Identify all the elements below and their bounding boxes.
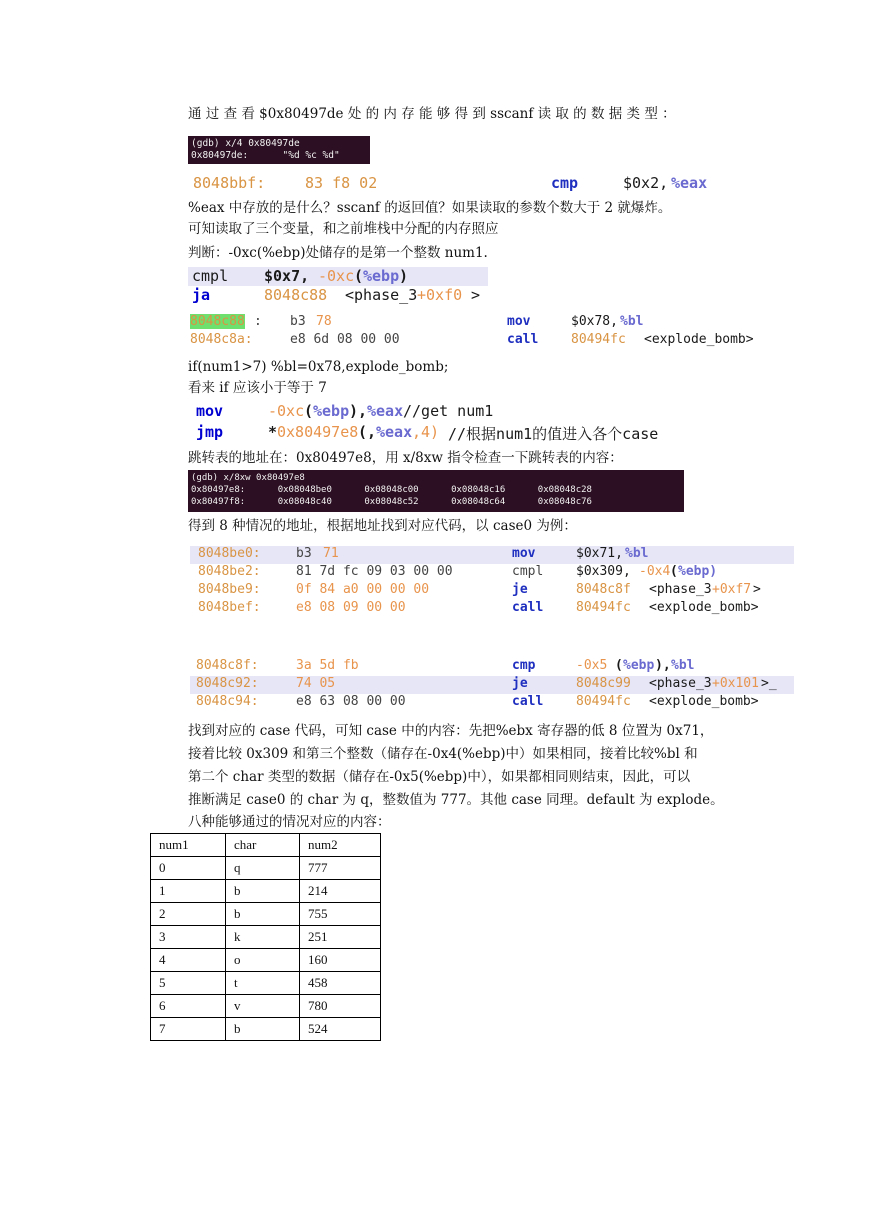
table-cell: o [226,949,300,972]
asm-operand: $0x71, [576,546,623,561]
table-cell: 524 [300,1018,381,1041]
case-text: 得到 8 种情况的地址，根据地址找到对应代码，以 case0 为例： [188,518,577,534]
asm-opcode: ja [192,286,211,304]
explain-line-1: 找到对应的 case 代码，可知 case 中的内容：先把%ebx 寄存器的低 8 位置为 0x71， [188,723,714,739]
asm-case0-block [190,546,794,618]
asm-offset: +0xf7 [712,582,752,597]
asm-operand: $0x78, [571,314,618,329]
table-row [151,903,381,926]
asm-register: %ebp [363,267,400,285]
gdb-line: (gdb) x/4 0x80497de [191,138,300,149]
table-cell: 458 [300,972,381,995]
table-cell: b [226,903,300,926]
table-cell: 0 [151,857,226,880]
asm-symbol-end: >_ [761,676,777,691]
asm-opcode: mov [507,314,531,329]
asm-address: 8048c94: [196,694,259,709]
asm-address: 8048c8f: [196,658,259,673]
explain-line-2: 接着比较 0x309 和第三个整数（储存在-0x4(%ebp)中）如果相同，接着比较%bl 和 [188,746,698,762]
asm-symbol: <explode_bomb> [649,694,759,709]
table-caption: 八种能够通过的情况对应的内容： [188,814,391,830]
asm-bytes: 74 05 [296,676,336,691]
asm-offset: -0x4 [639,564,671,579]
asm-bytes: b3 [296,546,312,561]
table-cell: b [226,880,300,903]
asm-address: 8048c92: [196,676,259,691]
asm-register: %ebp) [678,564,718,579]
asm-bytes: 0f 84 a0 00 00 00 [296,582,430,597]
asm-opcode: je [512,582,528,597]
intro-text: 通 过 查 看 $0x80497de 处 的 内 存 能 够 得 到 sscanf 读 取 的 数 据 类 型 ： [188,106,676,122]
asm-target: 80494fc [571,332,626,347]
asm-paren: ), [655,658,671,673]
asm-opcode: call [507,332,539,347]
table-row [151,972,381,995]
asm-offset: +0x101 [712,676,759,691]
asm-symbol-end: > [471,286,481,304]
table-row [151,1018,381,1041]
asm-paren: ( [304,402,314,420]
asm-paren: ( [670,564,678,579]
asm-offset: +0xf0 [417,286,463,304]
gdb-line: 0x80497e8: 0x08048be0 0x08048c00 0x08048c16 0x08048c28 [191,485,592,495]
table-cell: 4 [151,949,226,972]
asm-paren: ( [615,658,623,673]
asm-case0-compare-block [190,658,794,712]
asm-target: 80494fc [576,694,631,709]
jump-table-text: 跳转表的地址在：0x80497e8，用 x/8xw 指令检查一下跳转表的内容： [188,450,623,466]
table-cell: 780 [300,995,381,1018]
asm-register: %bl [625,546,649,561]
table-header-cell: num1 [151,834,226,857]
table-cell: 7 [151,1018,226,1041]
asm-operand: $0x2, [623,174,669,192]
asm-target: 80494fc [576,600,631,615]
gdb-line: (gdb) x/8xw 0x80497e8 [191,473,305,483]
asm-symbol: <explode_bomb> [649,600,759,615]
table-row [151,880,381,903]
asm-comment: //根据num1的值进入各个case [448,425,659,443]
asm-register: %eax [376,423,413,441]
asm-operand: $0x7, [264,267,310,285]
asm-register: %eax [671,174,708,192]
asm-bytes: 83 f8 02 [305,174,378,192]
asm-indirect: * [268,423,278,441]
asm-offset: -0x5 [576,658,608,673]
table-cell: 3 [151,926,226,949]
result-table [150,833,381,1041]
table-cell: 6 [151,995,226,1018]
asm-opcode: cmpl [512,564,544,579]
table-cell: t [226,972,300,995]
asm-opcode: mov [512,546,536,561]
asm-register: %bl [671,658,695,673]
asm-symbol: <phase_3 [649,676,712,691]
asm-address: 8048c8a: [190,332,253,347]
asm-opcode: cmp [512,658,536,673]
asm-opcode: je [512,676,528,691]
table-cell: q [226,857,300,880]
asm-offset: -0xc [318,267,355,285]
asm-symbol: <explode_bomb> [644,332,754,347]
asm-cmp-block [193,174,733,192]
asm-bytes: 3a 5d fb [296,658,359,673]
asm-opcode: call [512,600,544,615]
asm-paren: ), [349,402,368,420]
table-row [151,949,381,972]
judgement-text: 判断：-0xc(%ebp)处储存的是第一个整数 num1. [188,245,488,261]
table-cell: k [226,926,300,949]
table-row [151,926,381,949]
table-cell: 1 [151,880,226,903]
asm-target: 8048c8f [576,582,631,597]
table-cell: 777 [300,857,381,880]
gdb-terminal-jumptable [188,470,684,512]
asm-opcode: cmpl [192,267,229,285]
explain-line-4: 推断满足 case0 的 char 为 q，整数值为 777。其他 case 同理。default 为 explode。 [188,792,724,808]
asm-register: %eax [367,402,404,420]
asm-scale: ,4) [412,423,440,441]
asm-address: 8048bef: [198,600,261,615]
asm-paren: ( [354,267,364,285]
asm-cmpl-block [188,267,488,305]
table-row [151,857,381,880]
asm-opcode: mov [196,402,224,420]
asm-bytes-num: 78 [316,314,332,329]
table-cell: 214 [300,880,381,903]
explain-line-3: 第二个 char 类型的数据（储存在-0x5(%ebp)中），如果都相同则结束，因此，可以 [188,769,691,785]
asm-register: %ebp [623,658,655,673]
asm-opcode: cmp [551,174,579,192]
asm-offset: -0xc [268,402,305,420]
asm-comment: //get num1 [403,402,494,420]
asm-symbol: <phase_3 [649,582,712,597]
asm-target: 8048c99 [576,676,631,691]
asm-bytes-num: 71 [323,546,339,561]
question-text: %eax 中存放的是什么？sscanf 的返回值？如果读取的参数个数大于 2 就爆炸。 [188,200,672,216]
asm-bytes: e8 63 08 00 00 [296,694,406,709]
asm-register: %bl [620,314,644,329]
condition-text: if(num1>7) %bl=0x78,explode_bomb; [188,359,449,375]
table-header-cell: num2 [300,834,381,857]
asm-table-address: 0x80497e8 [277,423,359,441]
gdb-line: 0x80497f8: 0x08048c40 0x08048c52 0x08048c64 0x08048c76 [191,497,592,507]
asm-colon: : [254,314,262,329]
asm-address: 8048be0: [198,546,261,561]
asm-paren: ) [399,267,409,285]
asm-opcode: jmp [196,423,224,441]
table-cell: 5 [151,972,226,995]
table-cell: v [226,995,300,1018]
table-cell: 160 [300,949,381,972]
asm-bytes: e8 6d 08 00 00 [290,332,400,347]
asm-opcode: call [512,694,544,709]
asm-default-block [190,314,780,350]
table-header-row [151,834,381,857]
asm-address: 8048bbf: [193,174,266,192]
note-text: 可知读取了三个变量，和之前堆栈中分配的内存照应 [188,221,499,237]
asm-address-highlight: 8048c88 [190,314,245,329]
table-cell: b [226,1018,300,1041]
asm-target: 8048c88 [264,286,328,304]
asm-symbol: <phase_3 [345,286,418,304]
table-cell: 2 [151,903,226,926]
table-header-cell: char [226,834,300,857]
gdb-line: 0x80497de: "%d %c %d" [191,150,340,161]
asm-register: %ebp [313,402,350,420]
gdb-terminal-format [188,136,370,164]
table-cell: 755 [300,903,381,926]
table-cell: 251 [300,926,381,949]
asm-bytes: 81 7d fc 09 03 00 00 [296,564,453,579]
table-row [151,995,381,1018]
asm-paren: (, [358,423,377,441]
asm-operand: $0x309, [576,564,631,579]
asm-symbol-end: > [753,582,761,597]
asm-jmp-block [196,402,756,444]
asm-address: 8048be2: [198,564,261,579]
asm-bytes: b3 [290,314,306,329]
asm-address: 8048be9: [198,582,261,597]
asm-bytes: e8 08 09 00 00 [296,600,406,615]
conclusion-text: 看来 if 应该小于等于 7 [188,380,327,396]
